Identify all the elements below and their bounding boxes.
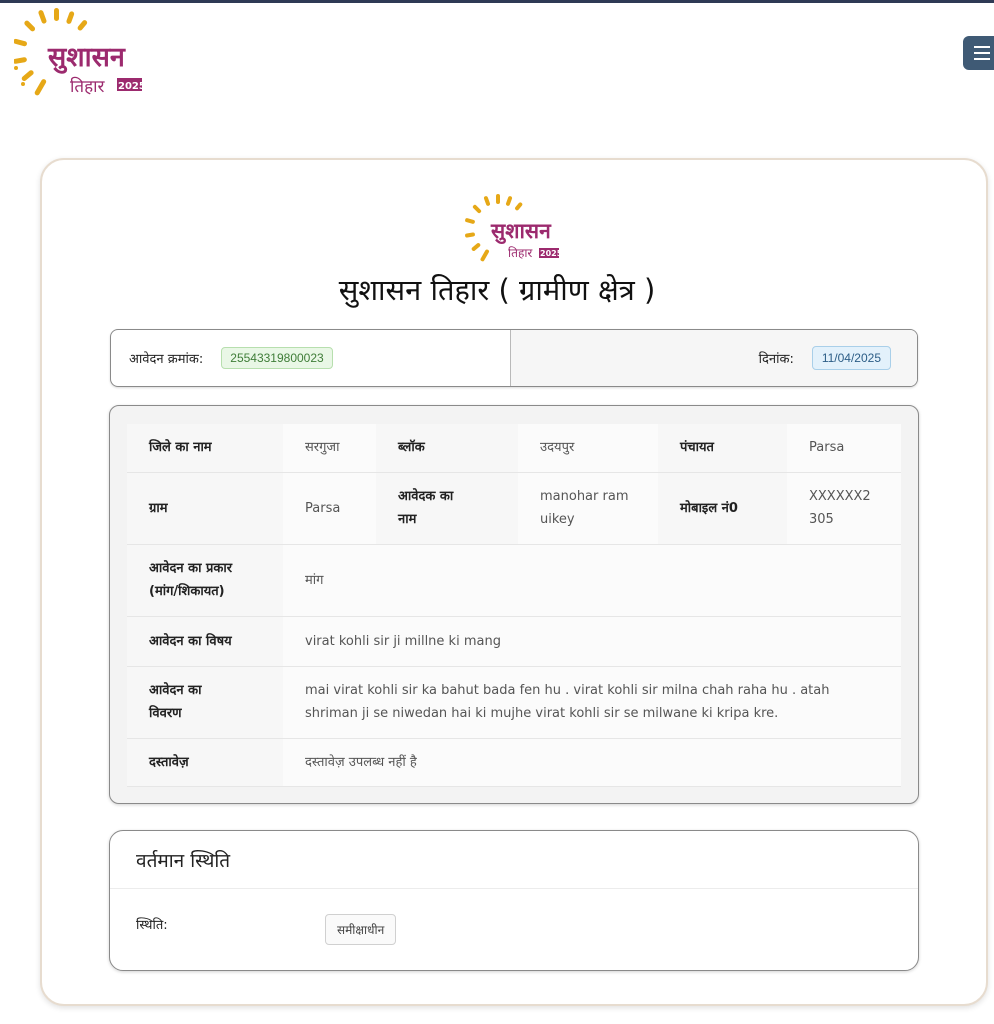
panchayat-value: Parsa bbox=[787, 424, 901, 472]
status-badge: समीक्षाधीन bbox=[325, 914, 396, 945]
page-title: सुशासन तिहार ( ग्रामीण क्षेत्र ) bbox=[338, 273, 656, 307]
card-logo-sub: तिहार bbox=[508, 246, 533, 260]
status-label: स्थिति: bbox=[136, 918, 168, 933]
application-type-value: मांग bbox=[283, 544, 901, 616]
subject-label: आवेदन का विषय bbox=[127, 616, 283, 666]
card-logo bbox=[463, 193, 568, 265]
hamburger-icon bbox=[974, 46, 990, 60]
table-row bbox=[127, 424, 901, 472]
district-label: जिले का नाम bbox=[127, 424, 283, 472]
table-row bbox=[127, 544, 901, 616]
mobile-label: मोबाइल नं0 bbox=[658, 472, 787, 544]
logo-year: 2025 bbox=[118, 81, 146, 92]
card-logo-year: 2025 bbox=[540, 249, 563, 258]
document-value: दस्तावेज़ उपलब्ध नहीं है bbox=[283, 738, 901, 786]
details-table bbox=[127, 424, 901, 787]
table-row bbox=[127, 616, 901, 666]
mobile-value: XXXXXX2 305 bbox=[787, 472, 901, 544]
application-date-label: दिनांक: bbox=[758, 352, 794, 367]
status-heading: वर्तमान स्थिति bbox=[110, 831, 918, 889]
application-date-section bbox=[510, 330, 918, 386]
application-number-badge: 25543319800023 bbox=[221, 347, 332, 369]
panchayat-label: पंचायत bbox=[658, 424, 787, 472]
application-type-label: आवेदन का प्रकार (मांग/शिकायत) bbox=[127, 544, 283, 616]
district-value: सरगुजा bbox=[283, 424, 376, 472]
application-meta bbox=[110, 329, 918, 387]
description-value: mai virat kohli sir ka bahut bada fen hu . virat kohli sir milna chah raha hu . atah shriman ji se niwedan hai ki mujhe virat kohli sir se milwane ki kripa kre. bbox=[283, 666, 901, 738]
applicant-name-label: आवेदक का नाम bbox=[376, 472, 518, 544]
village-value: Parsa bbox=[283, 472, 376, 544]
table-row bbox=[127, 666, 901, 738]
village-label: ग्राम bbox=[127, 472, 283, 544]
logo-word: सुशासन bbox=[48, 42, 125, 73]
document-label: दस्तावेज़ bbox=[127, 738, 283, 786]
block-label: ब्लॉक bbox=[376, 424, 518, 472]
application-number-section bbox=[111, 330, 510, 386]
status-panel bbox=[109, 830, 919, 971]
menu-button[interactable] bbox=[963, 36, 994, 70]
subject-value: virat kohli sir ji millne ki mang bbox=[283, 616, 901, 666]
sushasan-tihar-logo[interactable] bbox=[14, 8, 149, 103]
table-row bbox=[127, 472, 901, 544]
block-value: उदयपुर bbox=[518, 424, 658, 472]
logo-sub: तिहार bbox=[70, 77, 105, 97]
applicant-name-value: manohar ram uikey bbox=[518, 472, 658, 544]
application-number-label: आवेदन क्रमांक: bbox=[129, 352, 204, 367]
table-row bbox=[127, 738, 901, 786]
application-date-badge: 11/04/2025 bbox=[812, 346, 891, 370]
card-logo-word: सुशासन bbox=[491, 219, 551, 243]
description-label: आवेदन का विवरण bbox=[127, 666, 283, 738]
top-strip bbox=[0, 0, 994, 3]
